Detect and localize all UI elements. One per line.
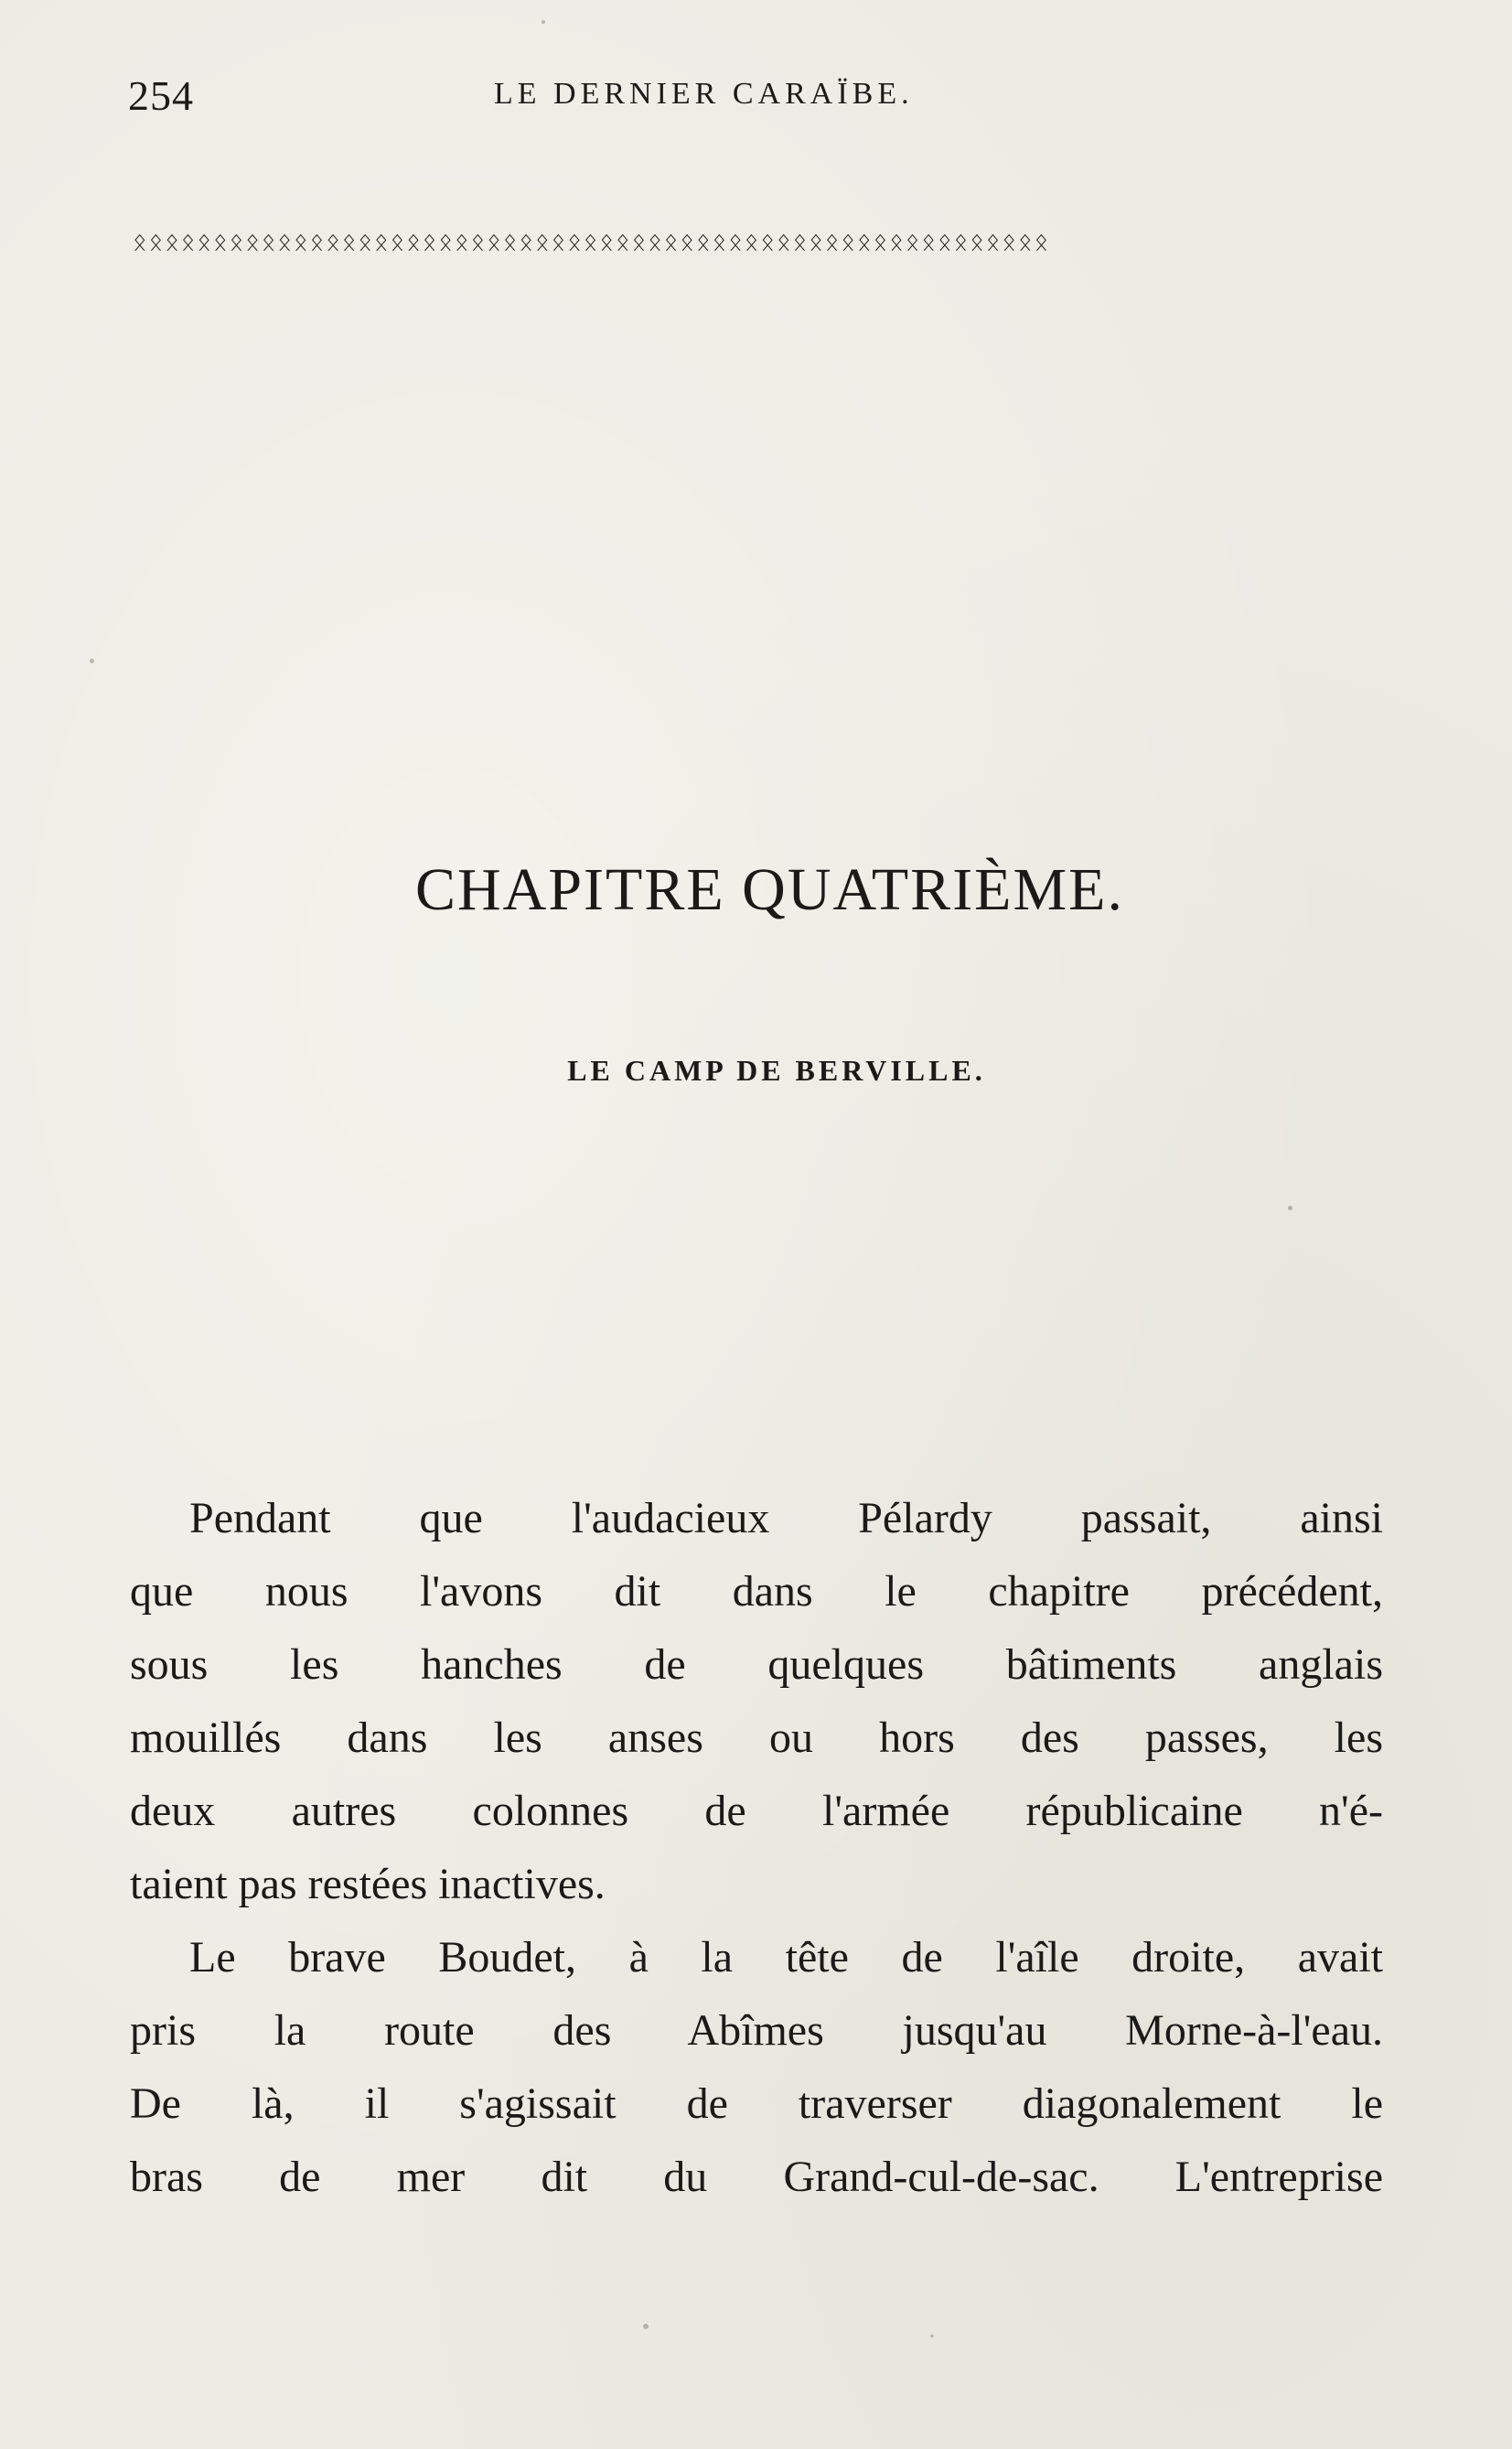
paper-speck xyxy=(643,2324,649,2329)
chapter-title: CHAPITRE QUATRIÈME. xyxy=(415,856,1124,923)
page-header xyxy=(128,71,1381,126)
paper-speck xyxy=(930,2335,934,2337)
running-title: LE DERNIER CARAÏBE. xyxy=(494,77,914,111)
text-line: Le brave Boudet, à la tête de l'aîle droite, avait xyxy=(189,1933,1383,1982)
text-line: sous les hanches de quelques bâtiments anglais xyxy=(130,1640,1383,1689)
chapter-subtitle: LE CAMP DE BERVILLE. xyxy=(567,1054,986,1087)
paper-speck xyxy=(1288,1206,1292,1210)
text-line: deux autres colonnes de l'armée républicaine n'é- xyxy=(130,1787,1383,1835)
text-line: De là, il s'agissait de traverser diagonalement le xyxy=(130,2079,1383,2128)
text-line: Pendant que l'audacieux Pélardy passait, ainsi xyxy=(189,1494,1383,1542)
body-text xyxy=(130,1482,1383,2214)
text-line: pris la route des Abîmes jusqu'au Morne-à-l'eau. xyxy=(130,2006,1383,2055)
paper-speck xyxy=(542,20,545,24)
text-line: bras de mer dit du Grand-cul-de-sac. L'entreprise xyxy=(130,2153,1383,2201)
paper-speck xyxy=(90,659,94,663)
decorative-ornament-rule: ᛟᛟᛟᛟᛟᛟᛟᛟᛟᛟᛟᛟᛟᛟᛟᛟᛟᛟᛟᛟᛟᛟᛟᛟᛟᛟᛟᛟᛟᛟᛟᛟᛟᛟᛟᛟᛟᛟᛟᛟᛟᛟᛟᛟᛟᛟᛟᛟᛟᛟᛟᛟᛟᛟᛟᛟᛟ xyxy=(133,229,1051,255)
text-line: que nous l'avons dit dans le chapitre précédent, xyxy=(130,1567,1383,1616)
page-number: 254 xyxy=(128,72,194,119)
text-line: mouillés dans les anses ou hors des passes, les xyxy=(130,1713,1383,1762)
text-line: taient pas restées inactives. xyxy=(130,1860,606,1908)
